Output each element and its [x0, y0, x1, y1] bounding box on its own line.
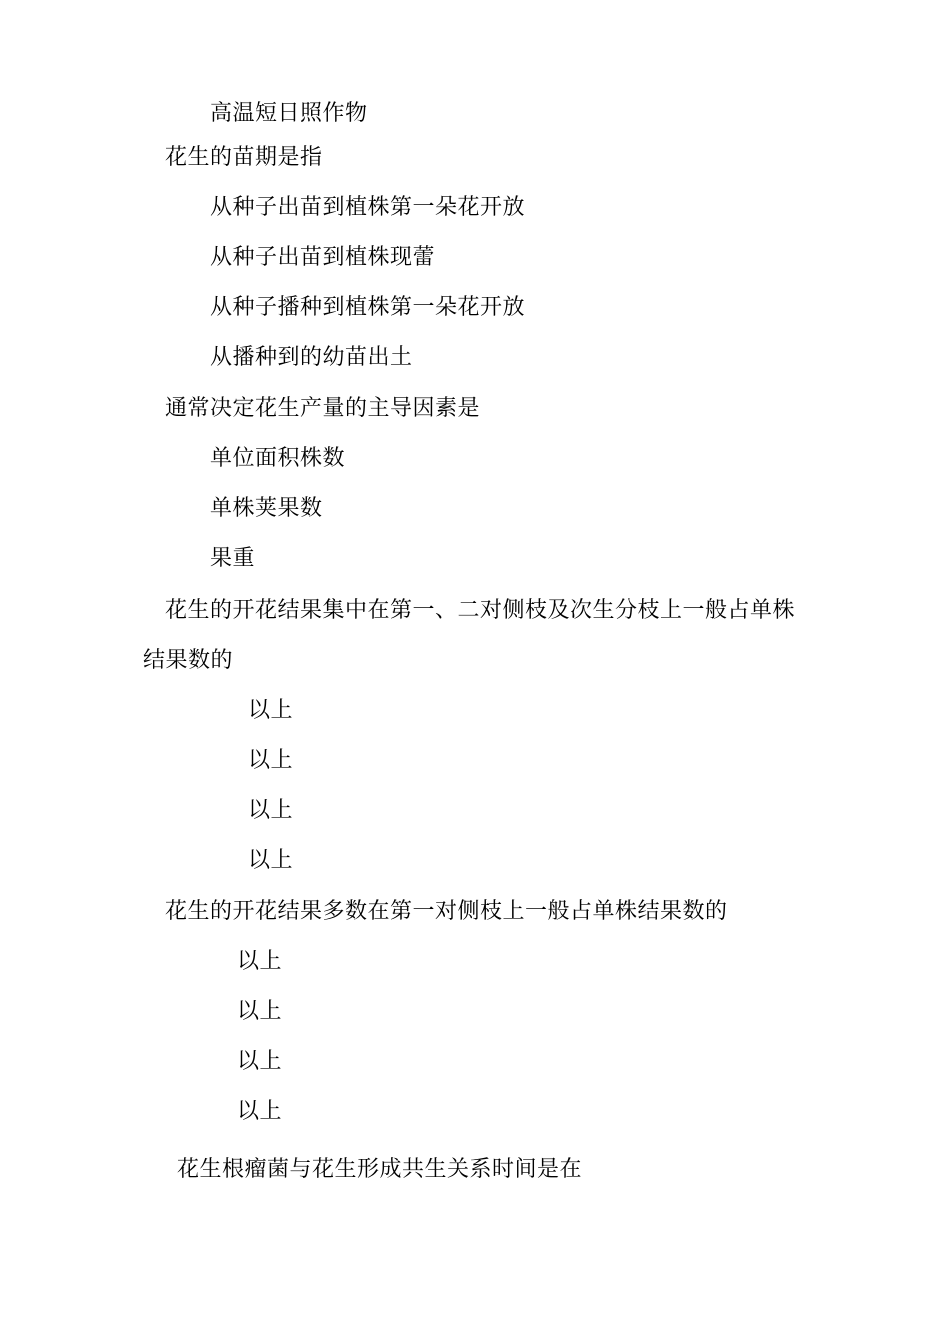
option-text: 以上 — [237, 999, 283, 1024]
option-text: 单株荚果数 — [210, 496, 323, 521]
option-text: 以上 — [237, 1049, 283, 1074]
question-stem: 花生的开花结果多数在第一对侧枝上一般占单株结果数的 — [165, 899, 728, 924]
option-text: 以上 — [248, 798, 294, 823]
question-stem: 花生的开花结果集中在第一、二对侧枝及次生分枝上一般占单株 — [165, 598, 796, 623]
option-text: 从播种到的幼苗出土 — [210, 345, 413, 370]
option-text: 以上 — [248, 698, 294, 723]
option-text: 从种子出苗到植株第一朵花开放 — [210, 195, 526, 220]
question-stem: 花生的苗期是指 — [165, 145, 323, 170]
option-text: 从种子播种到植株第一朵花开放 — [210, 295, 526, 320]
option-text: 以上 — [237, 949, 283, 974]
option-text: 以上 — [237, 1099, 283, 1124]
option-text: 以上 — [248, 748, 294, 773]
option-text: 从种子出苗到植株现蕾 — [210, 245, 436, 270]
option-text: 单位面积株数 — [210, 446, 346, 471]
question-stem: 花生根瘤菌与花生形成共生关系时间是在 — [177, 1157, 583, 1182]
option-text: 高温短日照作物 — [210, 101, 368, 126]
question-stem-continuation: 结果数的 — [143, 648, 234, 673]
option-text: 以上 — [248, 848, 294, 873]
question-stem: 通常决定花生产量的主导因素是 — [165, 396, 481, 421]
option-text: 果重 — [210, 546, 256, 571]
